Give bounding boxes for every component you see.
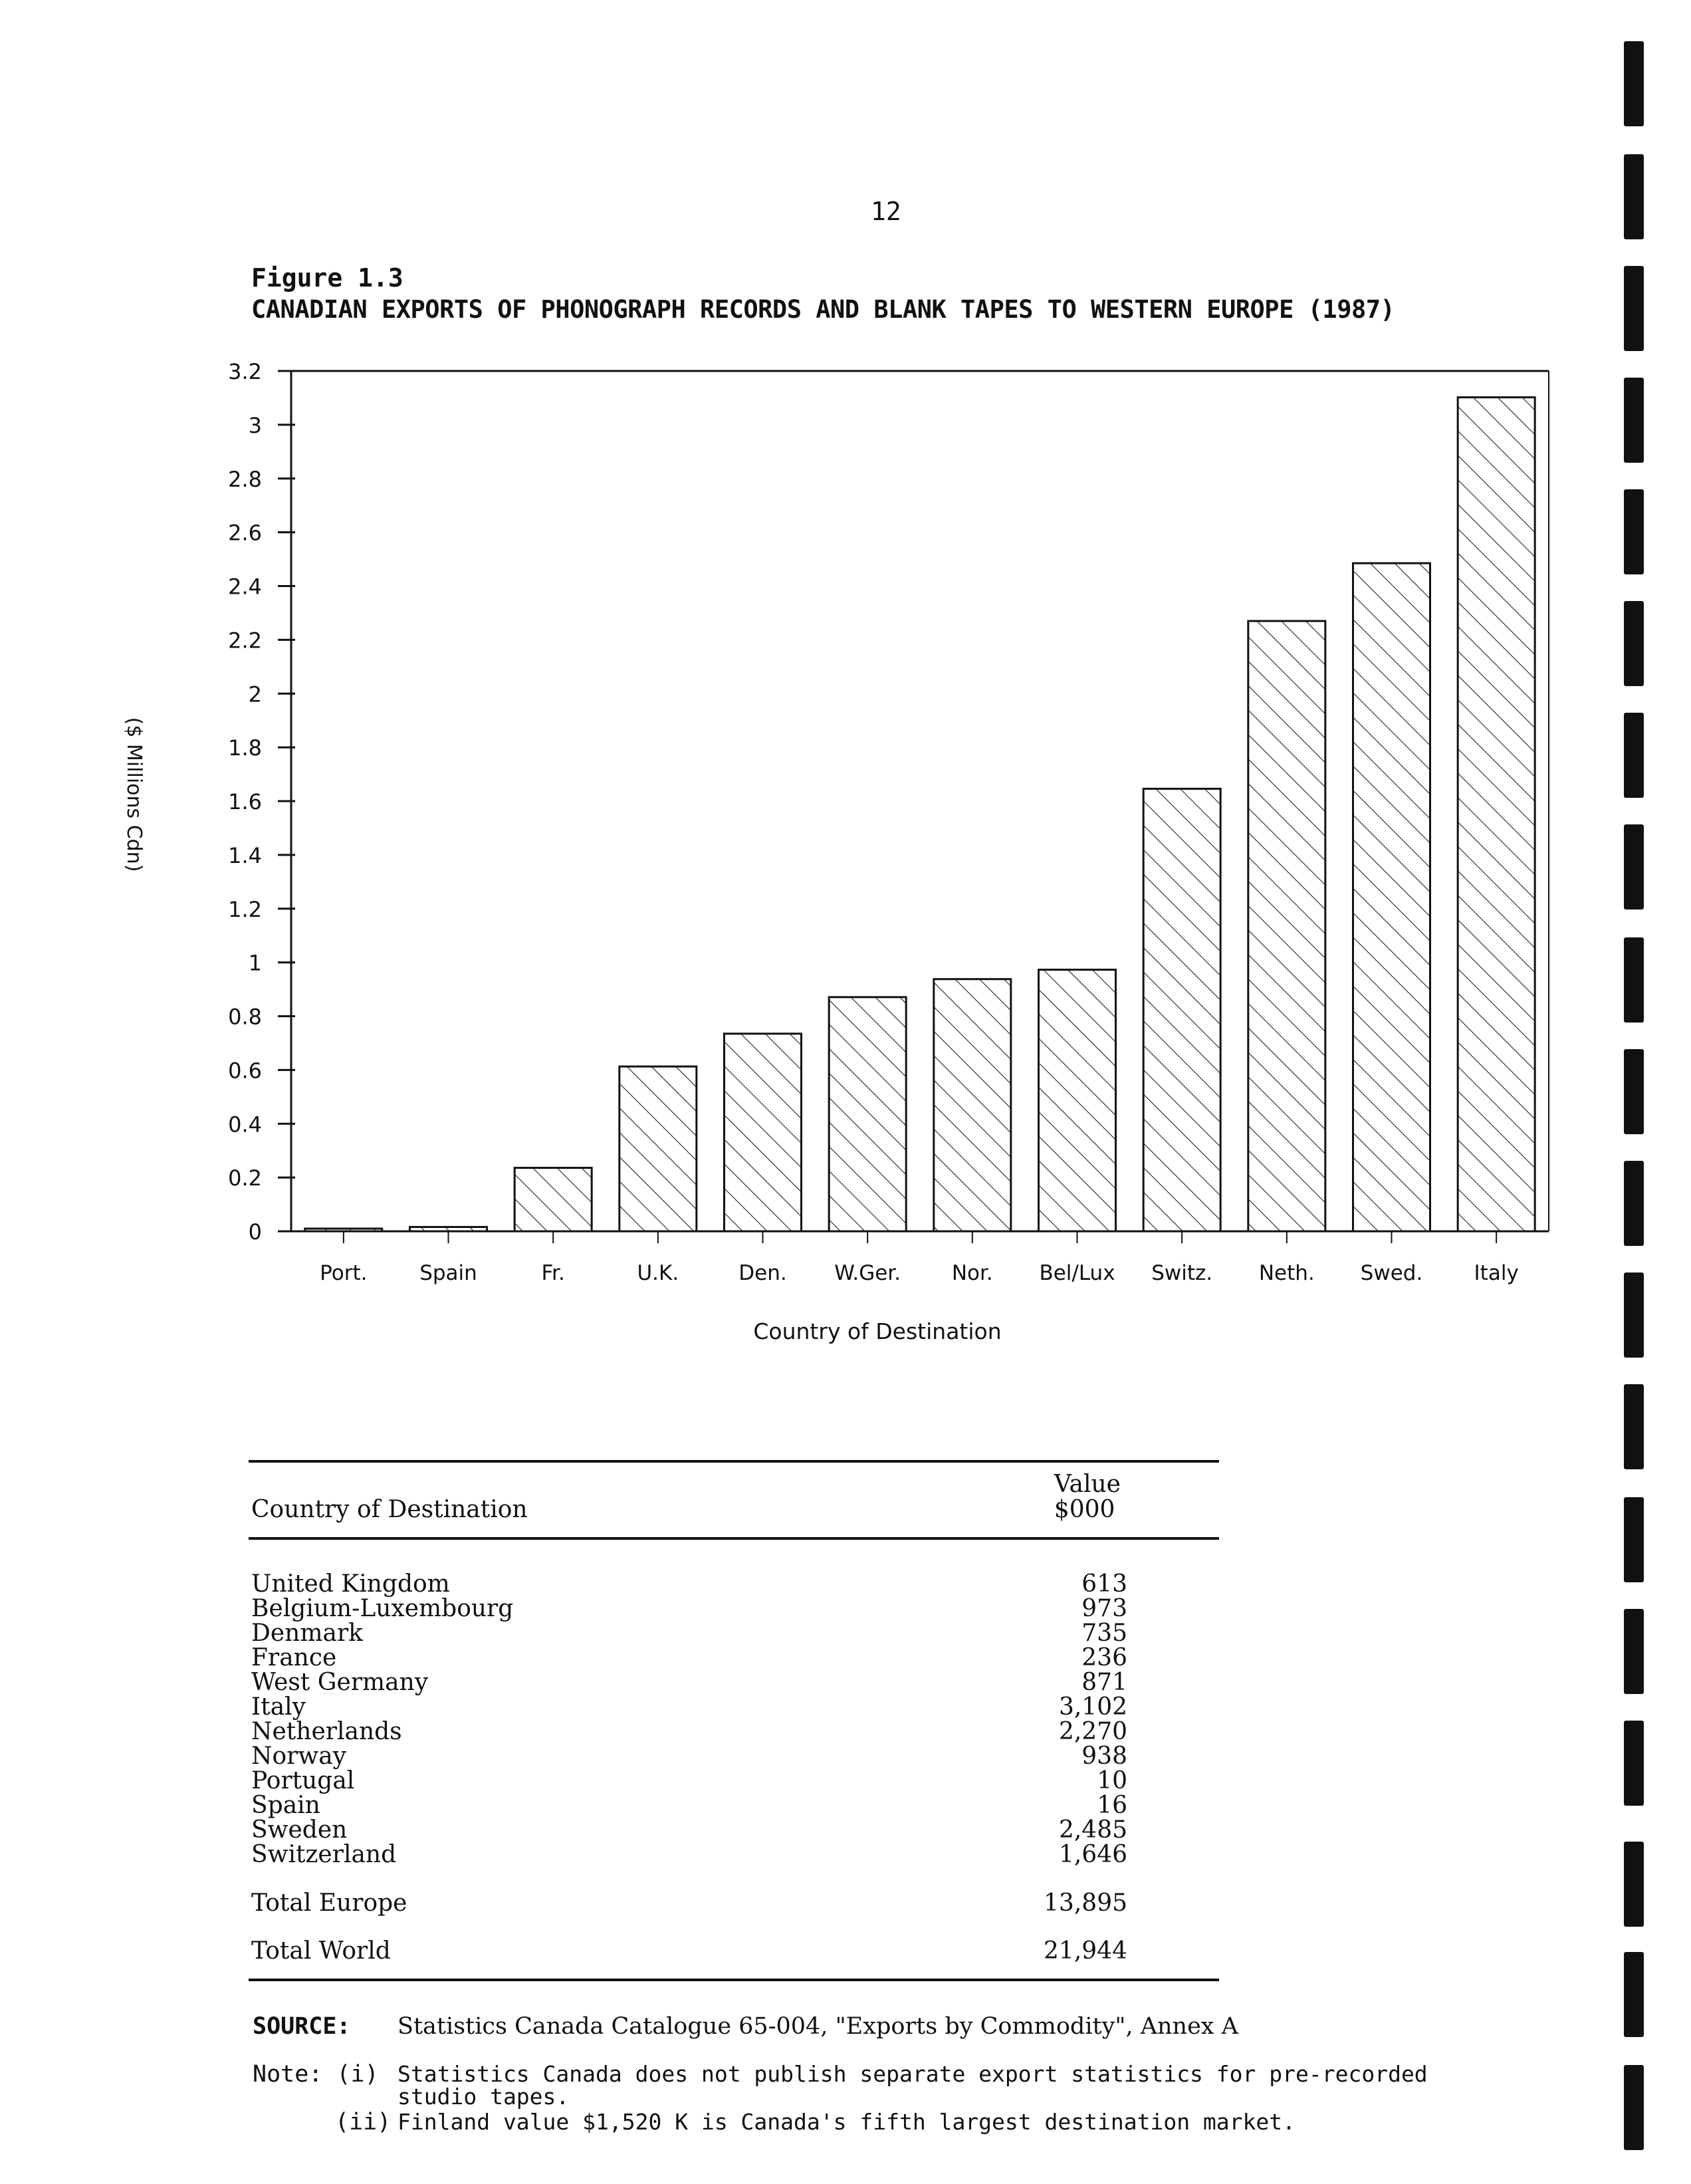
country-cell: Norway — [251, 1743, 346, 1770]
table-row — [251, 1818, 1127, 1842]
value-cell: 3,102 — [1058, 1693, 1127, 1721]
column-header-value — [1054, 1472, 1121, 1522]
bar — [514, 1168, 592, 1231]
value-cell: 735 — [1081, 1620, 1127, 1647]
y-tick-label: 2.6 — [228, 520, 262, 546]
total-world-label: Total World — [251, 1937, 391, 1965]
table-bottom-rule — [249, 1979, 1219, 1981]
bar — [305, 1229, 382, 1231]
binder-mark — [1624, 2065, 1644, 2150]
country-cell: Denmark — [251, 1620, 363, 1647]
country-cell: Switzerland — [251, 1841, 397, 1868]
total-world-value: 21,944 — [1044, 1937, 1127, 1965]
note-label: Note: (i) — [253, 2061, 379, 2088]
x-tick-label: Den. — [738, 1261, 787, 1285]
y-tick-label: 1 — [248, 950, 262, 976]
binder-mark — [1624, 1952, 1644, 2037]
y-axis-label: ($ Millions Cdn) — [122, 717, 146, 872]
y-tick-label: 1.6 — [228, 789, 262, 814]
table-row — [251, 1596, 1127, 1621]
note-2-text: Finland value $1,520 K is Canada's fifth largest destination market. — [397, 2109, 1296, 2135]
table-row — [251, 1768, 1127, 1793]
table-row — [251, 1744, 1127, 1768]
binder-mark — [1624, 1497, 1644, 1582]
value-cell: 16 — [1097, 1792, 1127, 1819]
y-tick-label: 0.2 — [228, 1165, 262, 1191]
y-tick-label: 1.8 — [228, 735, 262, 761]
country-cell: Netherlands — [251, 1718, 402, 1745]
table-row — [251, 1695, 1127, 1719]
y-tick-label: 0.6 — [228, 1058, 262, 1084]
total-europe-label: Total Europe — [251, 1889, 407, 1917]
y-tick-label: 1.2 — [228, 896, 262, 922]
country-cell: Belgium-Luxembourg — [251, 1595, 514, 1622]
country-cell: Portugal — [251, 1767, 355, 1794]
bar — [620, 1066, 697, 1231]
bar — [1143, 789, 1220, 1231]
bar — [934, 979, 1011, 1231]
table-header-rule — [249, 1537, 1219, 1540]
bar — [1248, 621, 1325, 1231]
figure-title: CANADIAN EXPORTS OF PHONOGRAPH RECORDS AND BLANK TAPES TO WESTERN EUROPE (1987) — [251, 295, 1395, 324]
value-cell: 973 — [1081, 1595, 1127, 1622]
table-row — [251, 1719, 1127, 1744]
x-axis-label: Country of Destination — [753, 1318, 1002, 1344]
column-header-country: Country of Destination — [251, 1496, 528, 1523]
x-tick-label: Port. — [320, 1261, 368, 1285]
total-world-row — [251, 1939, 1127, 1963]
note-2-label: (ii) — [335, 2109, 392, 2135]
country-cell: Italy — [251, 1693, 306, 1721]
bar — [1039, 970, 1116, 1231]
x-tick-label: Switz. — [1151, 1261, 1213, 1285]
x-tick-label: Nor. — [951, 1261, 993, 1285]
y-tick-label: 2 — [248, 681, 262, 707]
value-cell: 10 — [1097, 1767, 1127, 1794]
x-tick-label: W.Ger. — [834, 1261, 901, 1285]
source-label: SOURCE: — [253, 2013, 351, 2040]
value-cell: 236 — [1081, 1644, 1127, 1671]
bar — [725, 1034, 802, 1231]
y-tick-label: 2.2 — [228, 628, 262, 654]
x-tick-label: Swed. — [1360, 1261, 1423, 1285]
y-tick-label: 3.2 — [228, 359, 262, 384]
x-tick-label: Italy — [1474, 1261, 1519, 1285]
column-header-value-line1: Value — [1054, 1471, 1121, 1498]
column-header-value-line2: $000 — [1054, 1496, 1115, 1523]
y-tick-label: 1.4 — [228, 842, 262, 868]
value-cell: 2,270 — [1058, 1718, 1127, 1745]
source-text: Statistics Canada Catalogue 65-004, "Exports by Commodity", Annex A — [397, 2013, 1238, 2040]
y-tick-label: 3 — [248, 412, 262, 438]
binder-mark — [1624, 1384, 1644, 1469]
table-row — [251, 1621, 1127, 1645]
note-1-line-1: Statistics Canada does not publish separate export statistics for pre-recorded — [397, 2061, 1428, 2087]
table-row — [251, 1645, 1127, 1670]
x-tick-label: Spain — [419, 1261, 477, 1285]
table-row — [251, 1572, 1127, 1596]
binder-mark — [1624, 1721, 1644, 1806]
total-europe-row — [251, 1891, 1127, 1915]
country-cell: Spain — [251, 1792, 320, 1819]
y-axis-ticks — [228, 359, 295, 1245]
bars — [305, 398, 1535, 1231]
y-tick-label: 0.4 — [228, 1112, 262, 1138]
y-tick-label: 2.8 — [228, 466, 262, 492]
total-europe-value: 13,895 — [1044, 1889, 1127, 1917]
y-tick-label: 2.4 — [228, 574, 262, 600]
x-tick-label: Bel/Lux — [1039, 1261, 1115, 1285]
bar — [1458, 398, 1535, 1231]
y-tick-label: 0 — [248, 1219, 262, 1245]
country-cell: United Kingdom — [251, 1570, 450, 1598]
binder-mark — [1624, 1842, 1644, 1927]
note-1-line-2: studio tapes. — [397, 2084, 570, 2110]
x-tick-label: U.K. — [637, 1261, 679, 1285]
x-tick-label: Fr. — [541, 1261, 565, 1285]
country-cell: West Germany — [251, 1669, 429, 1696]
x-axis-ticks — [320, 1231, 1519, 1285]
bar — [410, 1227, 487, 1231]
x-tick-label: Neth. — [1258, 1261, 1315, 1285]
y-tick-label: 0.8 — [228, 1004, 262, 1030]
figure-number: Figure 1.3 — [251, 263, 403, 293]
value-cell: 938 — [1081, 1743, 1127, 1770]
table-row — [251, 1842, 1127, 1867]
bar — [829, 997, 906, 1231]
bar — [1353, 563, 1430, 1231]
value-cell: 871 — [1081, 1669, 1127, 1696]
table-top-rule — [249, 1460, 1219, 1463]
table-row — [251, 1793, 1127, 1818]
country-cell: Sweden — [251, 1816, 348, 1844]
page-number: 12 — [871, 197, 901, 226]
value-cell: 2,485 — [1058, 1816, 1127, 1844]
table-row — [251, 1670, 1127, 1695]
country-cell: France — [251, 1644, 337, 1671]
value-cell: 1,646 — [1058, 1841, 1127, 1868]
value-cell: 613 — [1081, 1570, 1127, 1598]
binder-mark — [1624, 1609, 1644, 1694]
